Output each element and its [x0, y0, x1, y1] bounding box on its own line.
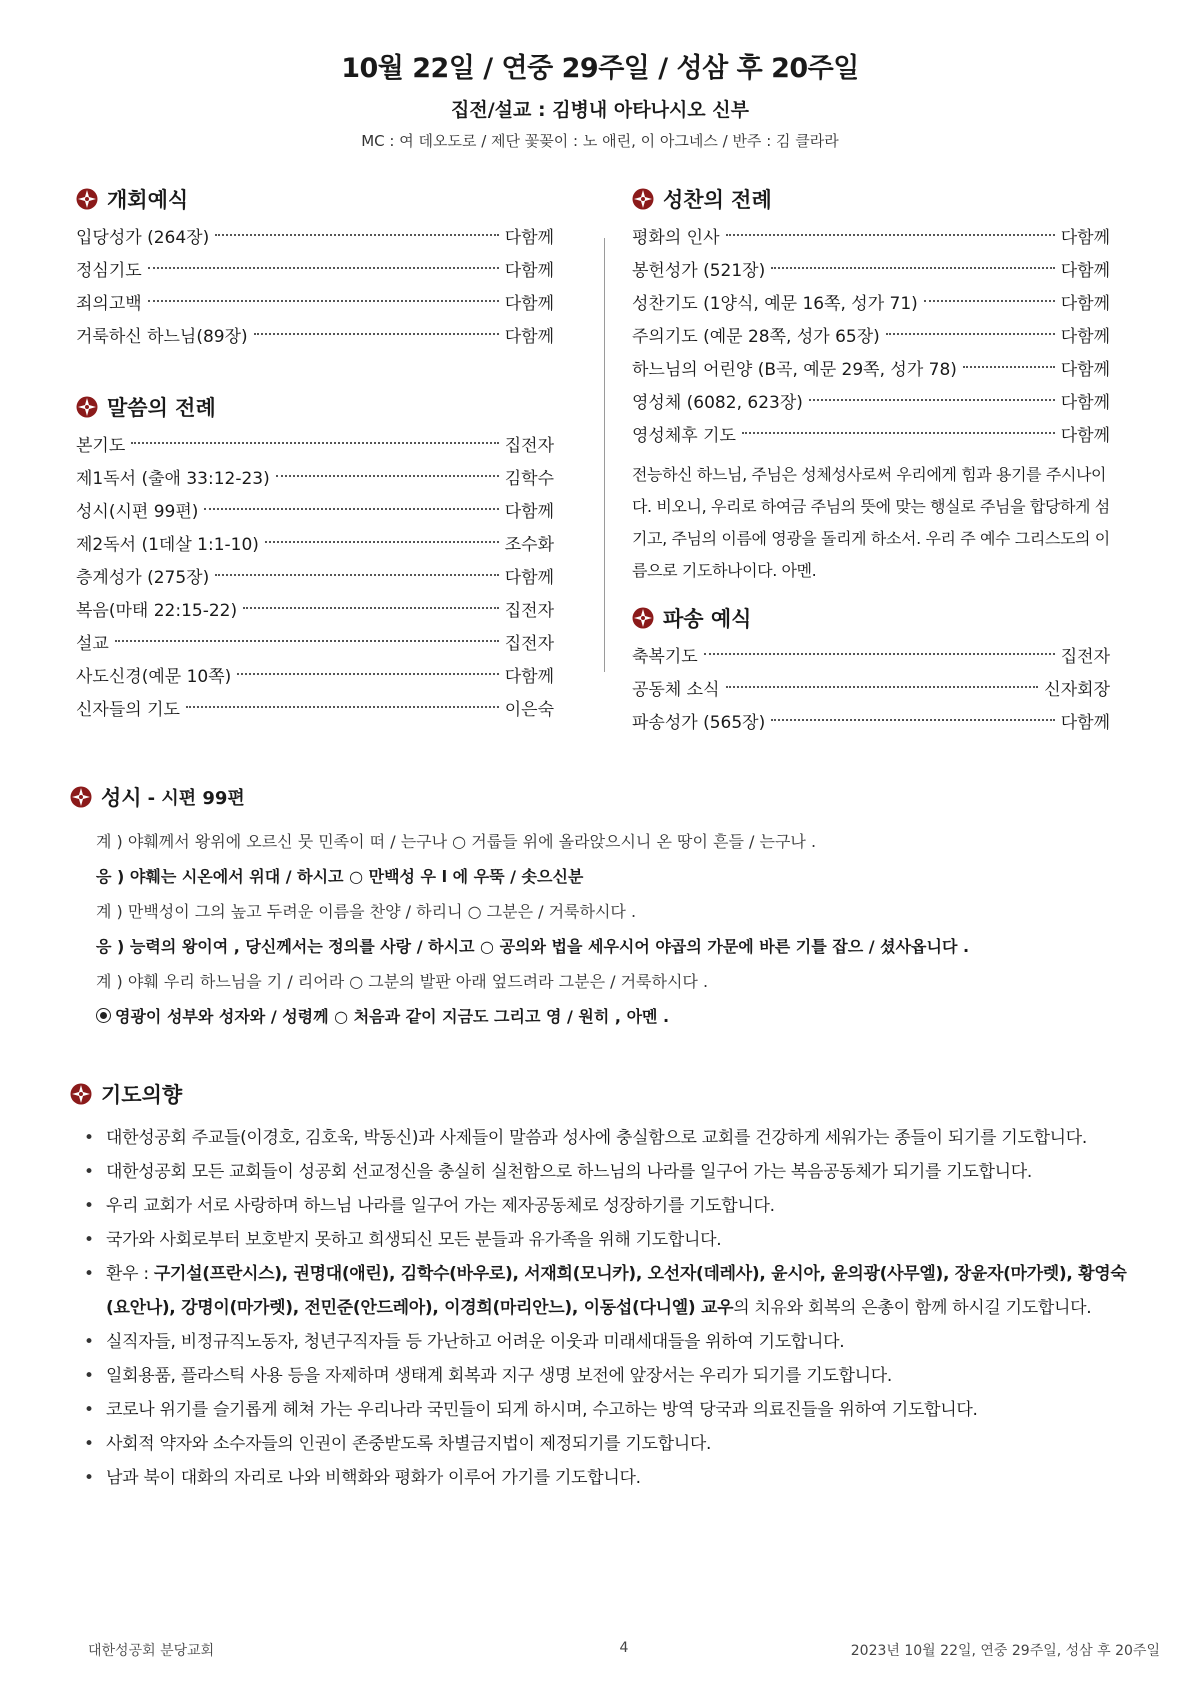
- order-leader: 집전자: [504, 634, 554, 654]
- celebrant-line: 집전/설교 : 김병내 아타나시오 신부: [451, 99, 749, 121]
- order-row: [76, 321, 554, 354]
- patients-suffix: 의 치유와 회복의 은총이 함께 하시길 기도합니다.: [733, 1298, 1092, 1318]
- section-word-title: [76, 390, 554, 424]
- intention-item: • 사회적 약자와 소수자들의 인권이 존중받도록 차별금지법이 제정되기를 기도합니다.: [84, 1427, 1150, 1461]
- intention-item: • 우리 교회가 서로 사랑하며 하느님 나라를 일구어 가는 제자공동체로 성장하기를 기도합니다.: [84, 1189, 1150, 1223]
- order-row: [76, 595, 554, 628]
- section-title-text: 말씀의 전례: [107, 396, 216, 420]
- leader-dots: [924, 300, 1055, 302]
- credits-line: MC : 여 데오도로 / 제단 꽃꽂이 : 노 애린, 이 아그네스 / 반주 : 김 클라라: [361, 132, 839, 150]
- order-row: [76, 288, 554, 321]
- order-row: [632, 288, 1110, 321]
- order-leader: 다함께: [504, 502, 554, 522]
- order-label: 본기도: [76, 436, 126, 456]
- column-divider: [604, 238, 605, 672]
- order-leader: 다함께: [504, 667, 554, 687]
- gloria-text: 영광이 성부와 성자와 / 성령께 ○ 처음과 같이 지금도 그리고 영 / 원히 , 아멘 .: [115, 1007, 670, 1026]
- order-label: 성시(시편 99편): [76, 502, 199, 522]
- intentions-list: [70, 1121, 1150, 1495]
- order-label: 영성체후 기도: [632, 426, 736, 446]
- order-leader: 다함께: [1060, 294, 1110, 314]
- order-label: 입당성가 (264장): [76, 228, 210, 248]
- psalm-section: [70, 780, 1150, 1034]
- order-label: 성찬기도 (1양식, 예문 16쪽, 성가 71): [632, 294, 918, 314]
- psalm-gloria: [96, 999, 1150, 1034]
- order-label: 정심기도: [76, 261, 142, 281]
- page-title: 10월 22일 / 연중 29주일 / 성삼 후 20주일: [341, 53, 859, 84]
- order-label: 하느님의 어린양 (B곡, 예문 29쪽, 성가 78): [632, 360, 957, 380]
- order-leader: 다함께: [1060, 393, 1110, 413]
- leader-dots: [131, 442, 498, 444]
- leader-dots: [742, 432, 1055, 434]
- cross-icon: [76, 188, 98, 210]
- order-label: 평화의 인사: [632, 228, 720, 248]
- order-label: 죄의고백: [76, 294, 142, 314]
- leader-dots: [809, 399, 1055, 401]
- order-label: 거룩하신 하느님(89장): [76, 327, 248, 347]
- order-row: [632, 641, 1110, 674]
- order-row: [632, 354, 1110, 387]
- leader-dots: [186, 706, 499, 708]
- order-label: 주의기도 (예문 28쪽, 성가 65장): [632, 327, 880, 347]
- psalm-verse-leader: 계 ) 야훼께서 왕위에 오르신 뭇 민족이 떠 / 는구나 ○ 거룹들 위에 올라앉으시니 온 땅이 흔들 / 는구나 .: [96, 832, 817, 851]
- psalm-verse-response: 응 ) 야훼는 시온에서 위대 / 하시고 ○ 만백성 우 l 에 우뚝 / 솟으신분: [96, 867, 584, 886]
- order-leader: 조수화: [504, 535, 554, 555]
- order-leader: 다함께: [1060, 228, 1110, 248]
- intention-item: • 코로나 위기를 슬기롭게 헤쳐 가는 우리나라 국민들이 되게 하시며, 수고하는 방역 당국과 의료진들을 위하여 기도합니다.: [84, 1393, 1150, 1427]
- order-leader: 다함께: [504, 568, 554, 588]
- order-row: [632, 255, 1110, 288]
- order-label: 제2독서 (1데살 1:1-10): [76, 535, 259, 555]
- leader-dots: [886, 333, 1055, 335]
- page-number: 4: [619, 1640, 629, 1656]
- leader-dots: [215, 234, 498, 236]
- order-leader: 집전자: [504, 436, 554, 456]
- leader-dots: [265, 541, 499, 543]
- bulletin-header: [0, 46, 1200, 151]
- eucharist-items: [632, 222, 1110, 453]
- dismissal-items: [632, 641, 1110, 740]
- footer-date: 2023년 10월 22일, 연중 29주일, 성삼 후 20주일: [850, 1643, 1160, 1659]
- order-leader: 집전자: [504, 601, 554, 621]
- intention-item: • 국가와 사회로부터 보호받지 못하고 희생되신 모든 분들과 유가족을 위해 기도합니다.: [84, 1223, 1150, 1257]
- order-label: 파송성가 (565장): [632, 713, 766, 733]
- opening-items: [76, 222, 554, 354]
- intention-item: • 대한성공회 주교들(이경호, 김호욱, 박동신)과 사제들이 말씀과 성사에 충실함으로 교회를 건강하게 세워가는 종들이 되기를 기도합니다.: [84, 1121, 1150, 1155]
- order-row: [632, 420, 1110, 453]
- order-label: 제1독서 (출애 33:12-23): [76, 469, 270, 489]
- patients-prefix: 환우 :: [106, 1264, 154, 1284]
- leader-dots: [726, 234, 1055, 236]
- psalm-verse-response: 응 ) 능력의 왕이여 , 당신께서는 정의를 사랑 / 하시고 ○ 공의와 법을 세우시어 야곱의 가문에 바른 기틀 잡으 / 셨사옵니다 .: [96, 937, 970, 956]
- order-row: [76, 255, 554, 288]
- order-leader: 집전자: [1060, 647, 1110, 667]
- intentions-title-text: 기도의향: [101, 1083, 183, 1107]
- psalm-reference: - 시편 99편: [147, 788, 245, 809]
- footer-church-name: 대한성공회 분당교회: [88, 1643, 215, 1659]
- leader-dots: [704, 653, 1055, 655]
- order-row: [76, 562, 554, 595]
- order-label: 설교: [76, 634, 109, 654]
- leader-dots: [771, 719, 1054, 721]
- intentions-title: [70, 1077, 1150, 1111]
- order-row: [76, 463, 554, 496]
- order-leader: 신자회장: [1044, 680, 1110, 700]
- order-row: [632, 222, 1110, 255]
- order-leader: 다함께: [1060, 261, 1110, 281]
- leader-dots: [237, 673, 498, 675]
- order-row: [76, 529, 554, 562]
- patients-names: 구기설(프란시스), 권명대(애린), 김학수(바우로), 서재희(모니카), 오선자(데레사), 윤시아, 윤의광(사무엘), 장윤자(마가렛), 황영숙(요안나), 강명이(마가렛), 전민준(안드레아), 이경희(마리안느), 이동섭(다니엘) 교우: [106, 1264, 1127, 1318]
- cross-icon: [76, 396, 98, 418]
- order-row: [76, 694, 554, 727]
- intention-item: • 일회용품, 플라스틱 사용 등을 자제하며 생태계 회복과 지구 생명 보전에 앞장서는 우리가 되기를 기도합니다.: [84, 1359, 1150, 1393]
- word-items: [76, 430, 554, 727]
- filled-circle-icon: [96, 1008, 111, 1023]
- order-leader: 다함께: [1060, 327, 1110, 347]
- order-label: 봉헌성가 (521장): [632, 261, 766, 281]
- order-label: 복음(마태 22:15-22): [76, 601, 238, 621]
- order-row: [76, 628, 554, 661]
- order-leader: 다함께: [1060, 360, 1110, 380]
- leader-dots: [243, 607, 499, 609]
- order-leader: 이은숙: [504, 700, 554, 720]
- leader-dots: [148, 267, 499, 269]
- order-leader: 다함께: [1060, 426, 1110, 446]
- cross-icon: [632, 607, 654, 629]
- order-leader: 김학수: [504, 469, 554, 489]
- section-title-text: 파송 예식: [663, 607, 752, 631]
- leader-dots: [215, 574, 498, 576]
- leader-dots: [726, 686, 1039, 688]
- cross-icon: [632, 188, 654, 210]
- cross-icon: [70, 1083, 92, 1105]
- order-leader: 다함께: [504, 261, 554, 281]
- order-leader: 다함께: [1060, 713, 1110, 733]
- section-eucharist-title: [632, 182, 1110, 216]
- order-row: [76, 496, 554, 529]
- order-label: 층계성가 (275장): [76, 568, 210, 588]
- intention-item: • 대한성공회 모든 교회들이 성공회 선교정신을 충실히 실천함으로 하느님의 나라를 일구어 가는 복음공동체가 되기를 기도합니다.: [84, 1155, 1150, 1189]
- section-opening-title: [76, 182, 554, 216]
- leader-dots: [963, 366, 1055, 368]
- leader-dots: [115, 640, 499, 642]
- leader-dots: [771, 267, 1054, 269]
- leader-dots: [204, 508, 498, 510]
- order-label: 신자들의 기도: [76, 700, 180, 720]
- order-row: [76, 661, 554, 694]
- order-row: [76, 430, 554, 463]
- intention-item: • 실직자들, 비정규직노동자, 청년구직자들 등 가난하고 어려운 이웃과 미래세대들을 위하여 기도합니다.: [84, 1325, 1150, 1359]
- order-row: [632, 707, 1110, 740]
- order-label: 공동체 소식: [632, 680, 720, 700]
- left-column: [76, 182, 554, 727]
- order-row: [76, 222, 554, 255]
- right-column: [632, 182, 1110, 740]
- intention-patients: [84, 1257, 1150, 1325]
- section-title-text: 성찬의 전례: [663, 188, 772, 212]
- leader-dots: [148, 300, 499, 302]
- section-title-text: 개회예식: [107, 188, 189, 212]
- psalm-lines: [70, 824, 1150, 1034]
- intention-item: • 남과 북이 대화의 자리로 나와 비핵화와 평화가 이루어 가기를 기도합니다.: [84, 1461, 1150, 1495]
- order-label: 축복기도: [632, 647, 698, 667]
- intentions-section: [70, 1077, 1150, 1495]
- leader-dots: [276, 475, 499, 477]
- order-row: [632, 674, 1110, 707]
- psalm-title: [70, 780, 1150, 814]
- order-leader: 다함께: [504, 327, 554, 347]
- order-label: 영성체 (6082, 623장): [632, 393, 803, 413]
- order-leader: 다함께: [504, 228, 554, 248]
- psalm-verse-leader: 계 ) 만백성이 그의 높고 두려운 이름을 찬양 / 하리니 ○ 그분은 / 거룩하시다 .: [96, 902, 637, 921]
- cross-icon: [70, 786, 92, 808]
- order-row: [632, 321, 1110, 354]
- order-leader: 다함께: [504, 294, 554, 314]
- section-dismissal-title: [632, 601, 1110, 635]
- order-label: 사도신경(예문 10쪽): [76, 667, 232, 687]
- psalm-title-text: 성시: [101, 786, 142, 810]
- leader-dots: [254, 333, 499, 335]
- psalm-verse-leader: 계 ) 야훼 우리 하느님을 기 / 리어라 ○ 그분의 발판 아래 엎드려라 그분은 / 거룩하시다 .: [96, 972, 709, 991]
- post-communion-prayer: 전능하신 하느님, 주님은 성체성사로써 우리에게 힘과 용기를 주시나이다. 비오니, 우리로 하여금 주님의 뜻에 맞는 행실로 주님을 합당하게 섬기고, 주님의 이름에 영광을 돌리게 하소서. 우리 주 예수 그리스도의 이름으로 기도하나이다. 아멘.: [632, 465, 1110, 580]
- order-row: [632, 387, 1110, 420]
